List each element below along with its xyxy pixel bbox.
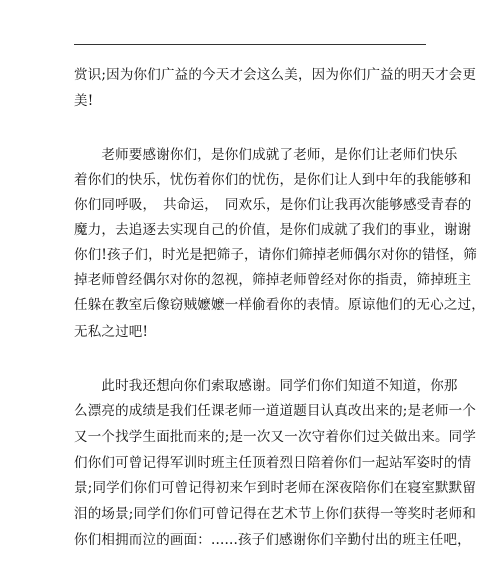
paragraph-2-line-8: 无私之过吧!: [74, 324, 149, 340]
paragraph-3-line-6: 泪的场景;同学们你们可曾记得在艺术节上你们获得一等奖时老师和: [74, 506, 477, 522]
paragraph-2-line-1: 老师要感谢你们，是你们成就了老师，是你们让老师们快乐: [74, 147, 458, 163]
paragraph-1-line-1: 赏识;因为你们广益的今天才会这么美，因为你们广益的明天才会更: [74, 67, 477, 83]
paragraph-2-line-4: 魔力，去追逐去实现自己的价值，是你们成就了我们的事业，谢谢: [74, 222, 472, 238]
paragraph-2-line-2: 着你们的快乐，忧伤着你们的忧伤，是你们让人到中年的我能够和: [74, 172, 472, 188]
paragraph-3-line-2: 么漂亮的成绩是我们任课老师一道道题目认真改出来的;是老师一个: [74, 403, 477, 419]
paragraph-3-line-7: 你们相拥而泣的画面：......孩子们感谢你们辛勤付出的班主任吧，: [74, 532, 471, 548]
paragraph-3-line-4: 们你们可曾记得军训时班主任顶着烈日陪着你们一起站军姿时的情: [74, 455, 472, 471]
paragraph-3-line-3: 又一个找学生面批而来的;是一次又一次守着你们过关做出来。同学: [74, 429, 477, 445]
paragraph-2-line-7: 任躲在教室后像窃贼嬷嬷一样偷看你的表情。原谅他们的无心之过，: [74, 297, 485, 313]
paragraph-1-line-2: 美!: [74, 93, 94, 109]
paragraph-3-line-5: 景;同学们你们可曾记得初来乍到时老师在深夜陪你们在寝室默默留: [74, 480, 477, 496]
header-rule: [74, 44, 426, 45]
paragraph-2-line-6: 掉老师曾经偶尔对你的忽视，筛掉老师曾经对你的指责，筛掉班主: [74, 272, 472, 288]
paragraph-2-line-5: 你们!孩子们，时光是把筛子，请你们筛掉老师偶尔对你的错怪，筛: [74, 247, 477, 263]
paragraph-3-line-1: 此时我还想向你们索取感谢。同学们你们知道不知道，你那: [74, 378, 458, 394]
paragraph-2-line-3: 你们同呼吸， 共命运， 同欢乐，是你们让我再次能够感受青春的: [74, 197, 472, 213]
